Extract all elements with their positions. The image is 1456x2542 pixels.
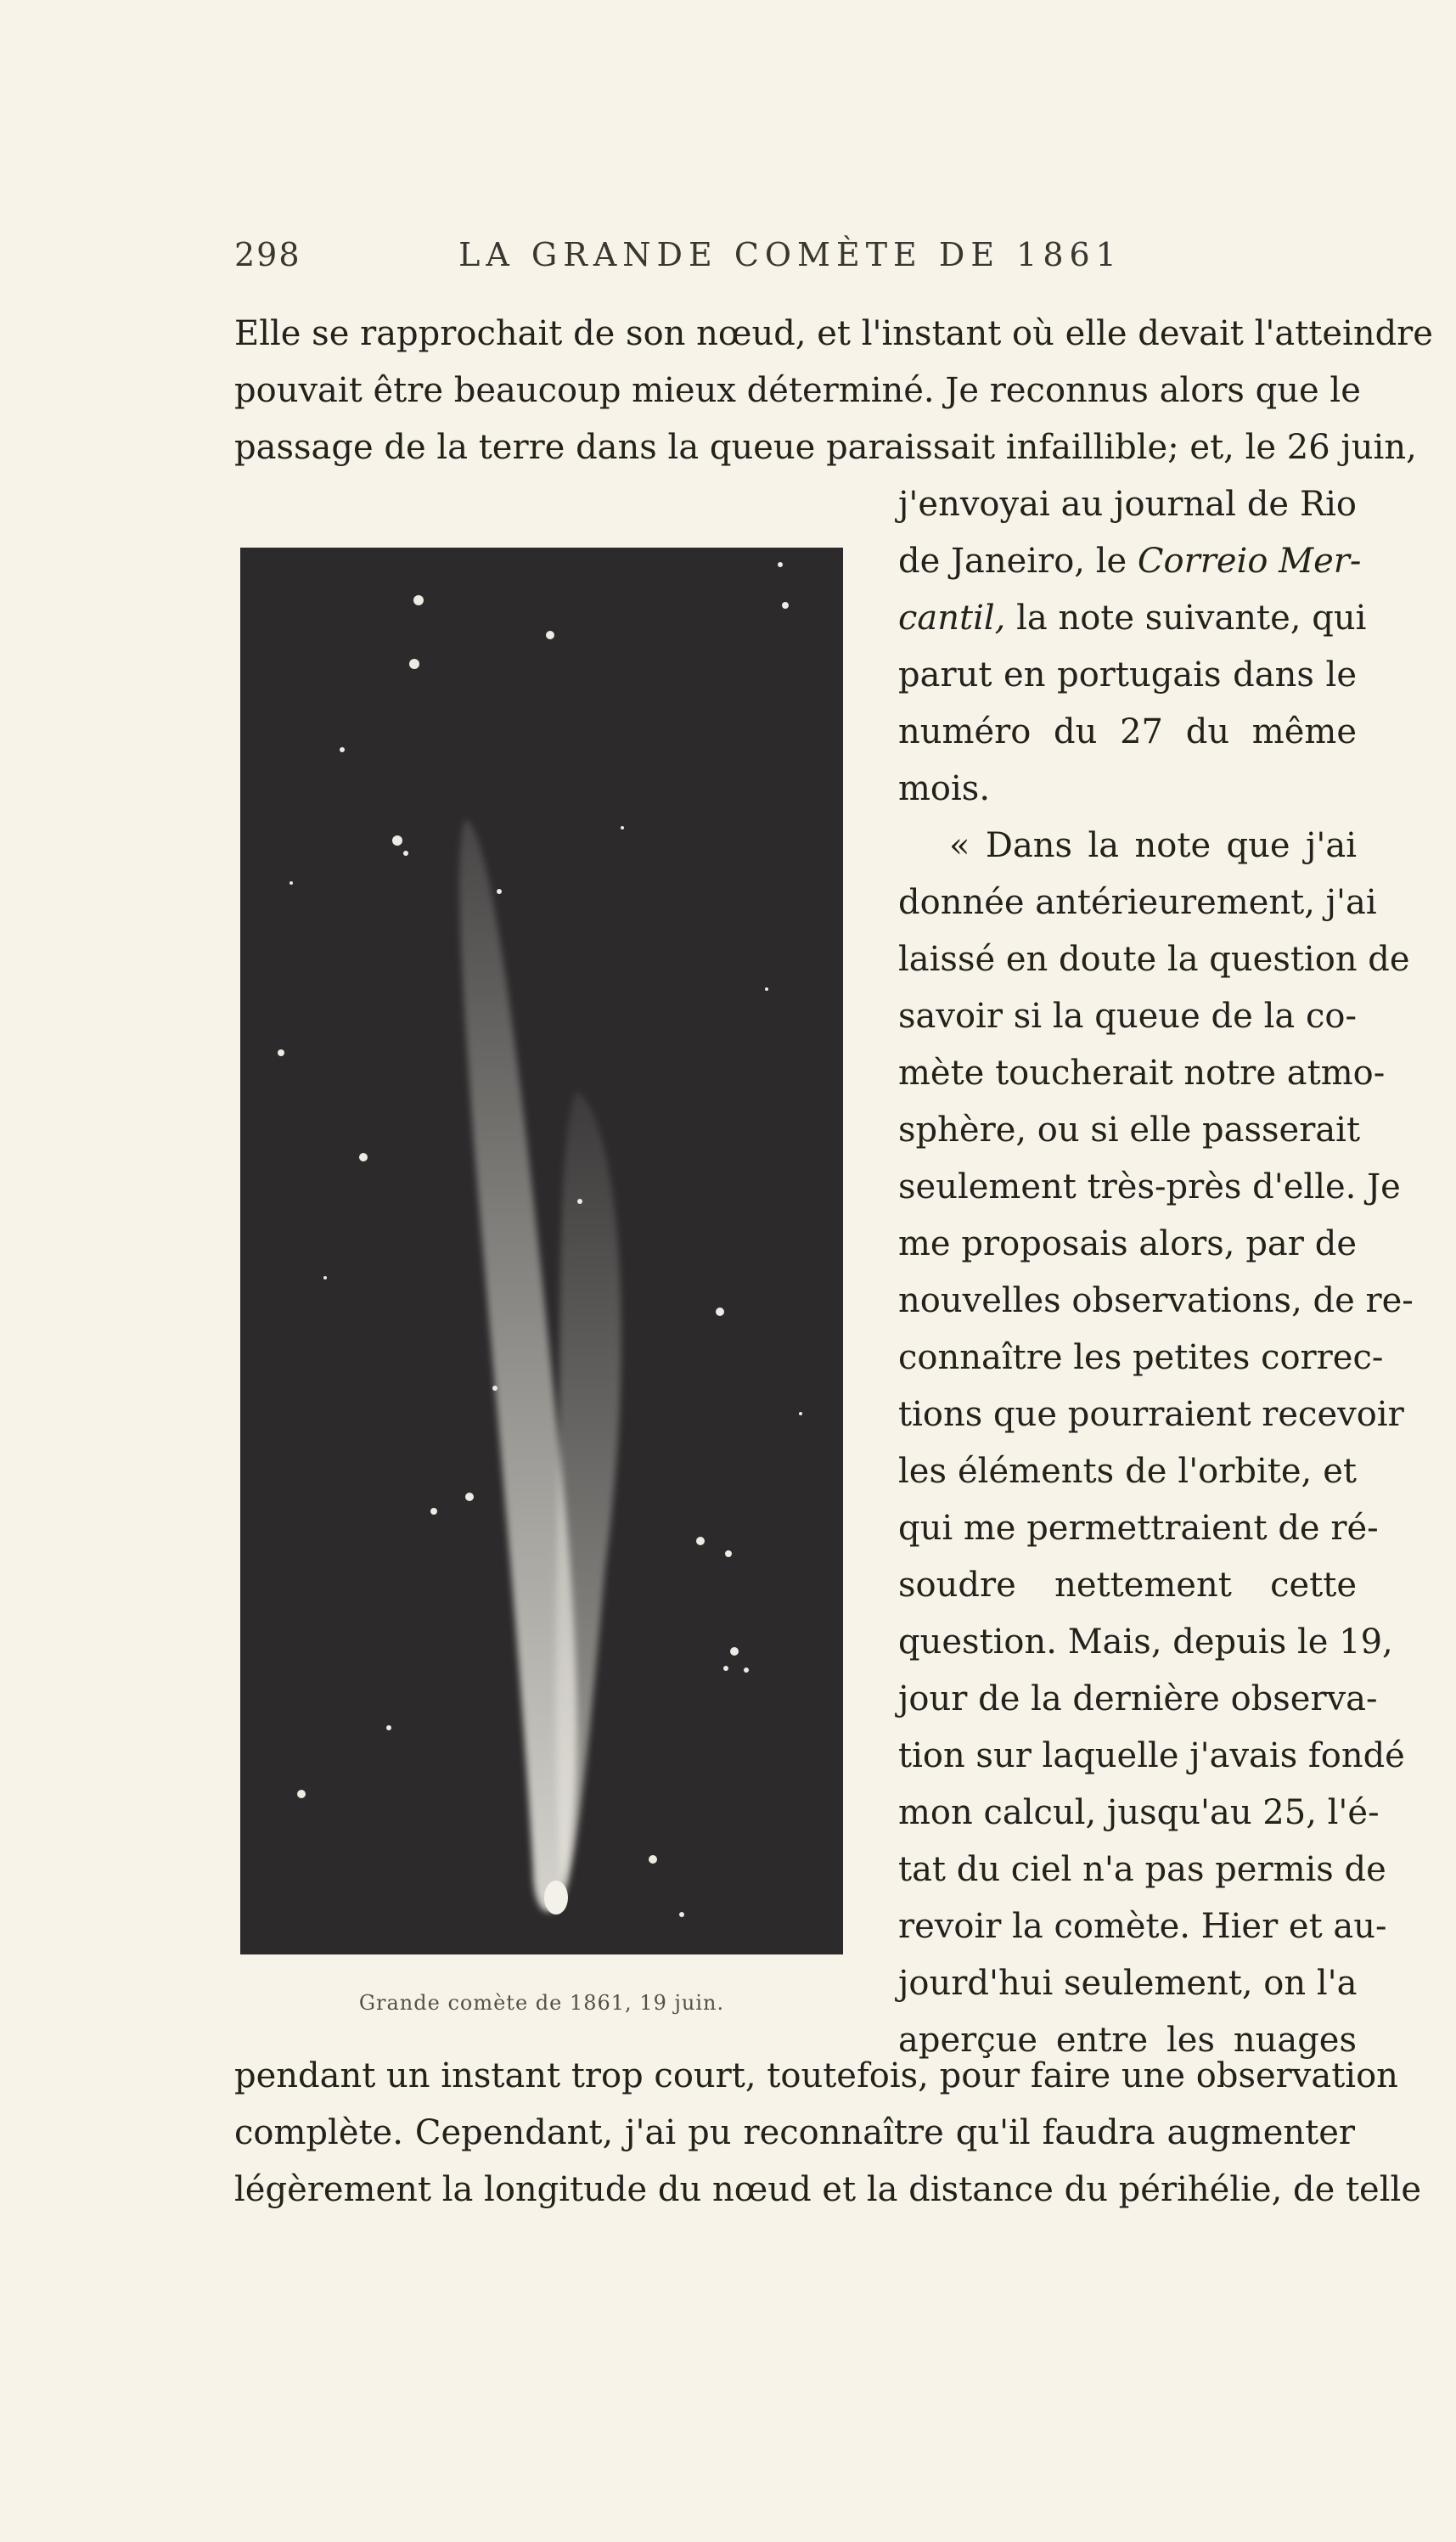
text-line: tions que pourraient recevoir	[898, 1395, 1404, 1434]
text-column	[898, 476, 1414, 2069]
figure-caption: Grande comète de 1861, 19 juin.	[358, 1991, 725, 2015]
text-line: pendant un instant trop court, toutefois, pour faire une observation	[234, 2056, 1398, 2095]
text-line: légèrement la longitude du nœud et la distance du périhélie, de telle	[234, 2170, 1421, 2209]
text-line: jour de la dernière observa-	[898, 1679, 1378, 1718]
text-line: donnée antérieurement, j'ai	[898, 883, 1377, 922]
text-line: laissé en doute la question de	[898, 940, 1410, 979]
text-line: les éléments de l'orbite, et	[898, 1452, 1357, 1491]
text-line: seulement très-près d'elle. Je	[898, 1167, 1401, 1206]
text-line: passage de la terre dans la queue paraissait infaillible; et, le 26 juin,	[234, 428, 1417, 467]
text-line: pouvait être beaucoup mieux déterminé. Je reconnus alors que le	[234, 371, 1361, 410]
text-line: mète toucherait notre atmo-	[898, 1054, 1386, 1093]
comet-nucleus	[544, 1881, 568, 1915]
text-line: question. Mais, depuis le 19,	[898, 1622, 1393, 1662]
text-line: soudre nettement cette	[898, 1566, 1357, 1605]
text-line: aperçue entre les nuages	[898, 2021, 1357, 2060]
journal-title: Correio Mer-	[1137, 542, 1362, 581]
journal-title-end: cantil,	[898, 599, 1006, 638]
comet-engraving	[240, 548, 843, 1954]
text-line: revoir la comète. Hier et au-	[898, 1907, 1387, 1946]
text-line: numéro du 27 du même	[898, 712, 1357, 751]
text-line: qui me permettraient de ré-	[898, 1509, 1379, 1548]
text-line: savoir si la queue de la co-	[898, 997, 1357, 1036]
text-line: parut en portugais dans le	[898, 655, 1357, 695]
running-title: LA GRANDE COMÈTE DE 1861	[458, 236, 1122, 273]
text-line: complète. Cependant, j'ai pu reconnaître qu'il faudra augmenter	[234, 2113, 1355, 2152]
text-line: me proposais alors, par de	[898, 1224, 1357, 1263]
text-line: de Janeiro, le Correio Mer-	[898, 542, 1362, 581]
text-line: « Dans la note que j'ai	[949, 826, 1357, 865]
text-line: cantil, la note suivante, qui	[898, 599, 1367, 638]
text-line: tat du ciel n'a pas permis de	[898, 1850, 1386, 1889]
text-line: j'envoyai au journal de Rio	[898, 485, 1357, 524]
text-line: nouvelles observations, de re-	[898, 1281, 1414, 1320]
text-line: jourd'hui seulement, on l'a	[898, 1964, 1358, 2003]
text-line: tion sur laquelle j'avais fondé	[898, 1736, 1405, 1775]
text-line: connaître les petites correc-	[898, 1338, 1384, 1377]
comet-illustration	[240, 548, 843, 1954]
text-line: mon calcul, jusqu'au 25, l'é-	[898, 1793, 1380, 1832]
text-line: Elle se rapprochait de son nœud, et l'instant où elle devait l'atteindre	[234, 314, 1433, 353]
page-number: 298	[234, 236, 301, 273]
running-head	[234, 236, 1346, 278]
text-line: sphère, ou si elle passerait	[898, 1111, 1361, 1150]
text-line: mois.	[898, 769, 991, 808]
